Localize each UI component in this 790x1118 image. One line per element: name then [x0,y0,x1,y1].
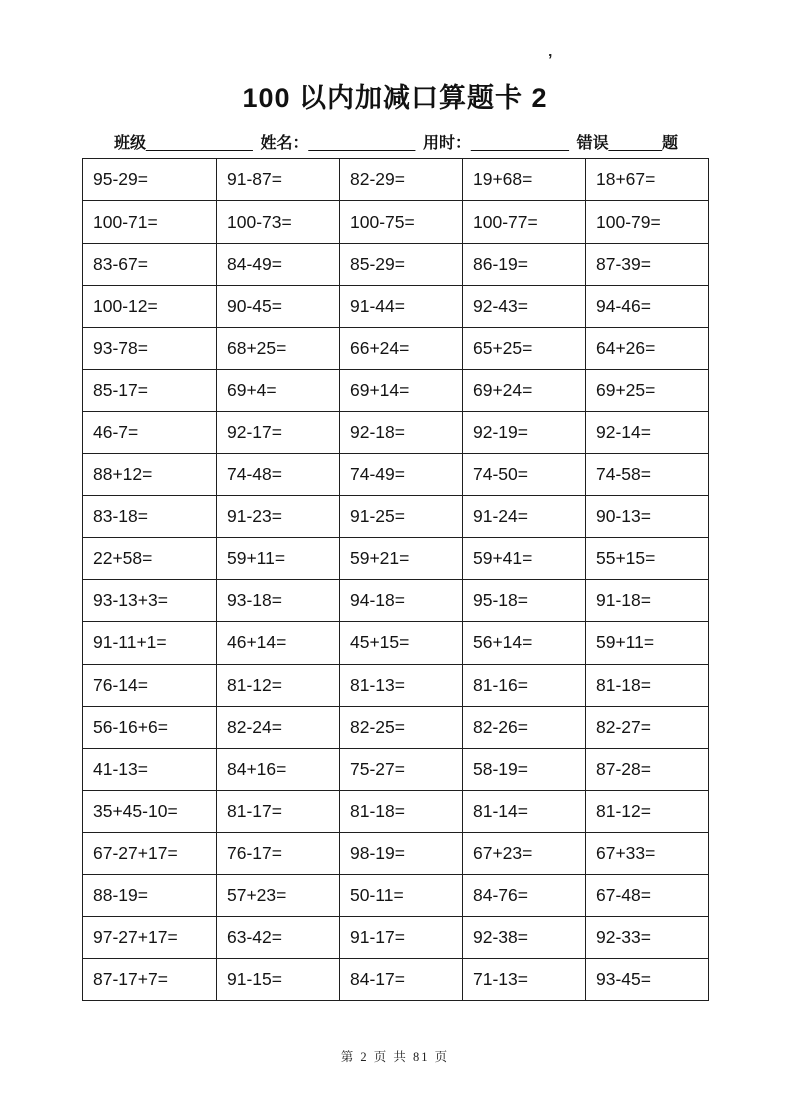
problem-cell: 95-29= [83,159,217,201]
error-field [577,130,678,153]
problem-cell: 100-12= [83,285,217,327]
problem-cell: 93-13+3= [83,580,217,622]
problem-cell: 81-13= [340,664,463,706]
problem-cell: 91-25= [340,496,463,538]
problem-cell: 85-17= [83,369,217,411]
problem-cell: 92-14= [586,411,709,453]
problem-cell: 69+4= [217,369,340,411]
problem-cell: 87-39= [586,243,709,285]
problem-cell: 86-19= [463,243,586,285]
problem-cell: 88-19= [83,874,217,916]
problem-cell: 83-18= [83,496,217,538]
problem-cell: 97-27+17= [83,917,217,959]
problems-table-body [83,159,709,1001]
problem-cell: 84-17= [340,959,463,1001]
problem-cell: 66+24= [340,327,463,369]
problem-cell: 75-27= [340,748,463,790]
table-row [83,748,709,790]
table-row [83,622,709,664]
problem-cell: 91-17= [340,917,463,959]
table-row [83,243,709,285]
problem-cell: 56+14= [463,622,586,664]
page-title: 100 以内加减口算题卡 2 [242,83,548,113]
problem-cell: 35+45-10= [83,790,217,832]
problem-cell: 69+25= [586,369,709,411]
table-row [83,790,709,832]
problem-cell: 56-16+6= [83,706,217,748]
problem-cell: 95-18= [463,580,586,622]
name-blank-line: ____________ [308,135,416,153]
problem-cell: 90-45= [217,285,340,327]
name-label: 姓名： [260,135,309,153]
problem-cell: 91-11+1= [83,622,217,664]
problem-cell: 63-42= [217,917,340,959]
class-label: 班级 [114,135,147,153]
class-blank-line: ____________ [146,135,253,153]
problem-cell: 92-33= [586,917,709,959]
problem-cell: 81-14= [463,790,586,832]
table-row [83,832,709,874]
problem-cell: 81-18= [586,664,709,706]
problem-cell: 59+11= [217,538,340,580]
problem-cell: 100-73= [217,201,340,243]
table-row [83,580,709,622]
problem-cell: 92-18= [340,411,463,453]
problem-cell: 71-13= [463,959,586,1001]
problem-cell: 69+14= [340,369,463,411]
problem-cell: 83-67= [83,243,217,285]
table-row [83,496,709,538]
problem-cell: 68+25= [217,327,340,369]
student-info-line [82,130,708,153]
error-unit-label: 题 [661,135,678,153]
problem-cell: 92-43= [463,285,586,327]
problem-cell: 94-18= [340,580,463,622]
table-row [83,201,709,243]
problem-cell: 67+33= [586,832,709,874]
problem-cell: 69+24= [463,369,586,411]
problem-cell: 91-23= [217,496,340,538]
problem-cell: 88+12= [83,454,217,496]
problem-cell: 82-29= [340,159,463,201]
problem-cell: 87-17+7= [83,959,217,1001]
problem-cell: 82-24= [217,706,340,748]
problem-cell: 81-16= [463,664,586,706]
problem-cell: 59+41= [463,538,586,580]
table-row [83,917,709,959]
page-footer: 第 2 页 共 81 页 [340,1050,450,1065]
table-row [83,285,709,327]
problem-cell: 55+15= [586,538,709,580]
problem-cell: 92-19= [463,411,586,453]
problem-cell: 91-87= [217,159,340,201]
problems-table [82,158,709,1001]
problem-cell: 67-48= [586,874,709,916]
problem-cell: 46+14= [217,622,340,664]
problem-cell: 67-27+17= [83,832,217,874]
problem-cell: 46-7= [83,411,217,453]
problem-cell: 65+25= [463,327,586,369]
table-row [83,664,709,706]
problem-cell: 93-45= [586,959,709,1001]
problem-cell: 19+68= [463,159,586,201]
problem-cell: 93-18= [217,580,340,622]
problem-cell: 64+26= [586,327,709,369]
name-field [260,130,415,153]
stray-apostrophe-mark: ’ [548,52,553,69]
problem-cell: 92-17= [217,411,340,453]
table-row [83,538,709,580]
problem-cell: 100-79= [586,201,709,243]
table-row [83,454,709,496]
problem-cell: 50-11= [340,874,463,916]
problem-cell: 81-18= [340,790,463,832]
problem-cell: 91-18= [586,580,709,622]
table-row [83,411,709,453]
problem-cell: 41-13= [83,748,217,790]
problem-cell: 22+58= [83,538,217,580]
problem-cell: 18+67= [586,159,709,201]
problem-cell: 84+16= [217,748,340,790]
problem-cell: 91-44= [340,285,463,327]
problem-cell: 98-19= [340,832,463,874]
problem-cell: 59+11= [586,622,709,664]
problem-cell: 91-24= [463,496,586,538]
problem-cell: 67+23= [463,832,586,874]
problem-cell: 90-13= [586,496,709,538]
problem-cell: 87-28= [586,748,709,790]
problem-cell: 82-25= [340,706,463,748]
problem-cell: 58-19= [463,748,586,790]
problem-cell: 91-15= [217,959,340,1001]
time-label: 用时： [422,135,471,153]
problem-cell: 100-77= [463,201,586,243]
problem-cell: 81-17= [217,790,340,832]
error-label: 错误 [576,135,609,153]
problem-cell: 85-29= [340,243,463,285]
time-field [423,130,569,153]
table-row [83,369,709,411]
problem-cell: 76-14= [83,664,217,706]
problem-cell: 45+15= [340,622,463,664]
problem-cell: 59+21= [340,538,463,580]
problem-cell: 74-58= [586,454,709,496]
table-row [83,874,709,916]
table-row [83,706,709,748]
problem-cell: 82-26= [463,706,586,748]
problem-cell: 84-49= [217,243,340,285]
class-field [114,130,253,153]
problem-cell: 76-17= [217,832,340,874]
table-row [83,327,709,369]
problem-cell: 93-78= [83,327,217,369]
error-blank-line: ______ [608,135,662,153]
problem-cell: 84-76= [463,874,586,916]
problem-cell: 81-12= [217,664,340,706]
problem-cell: 74-49= [340,454,463,496]
problem-cell: 92-38= [463,917,586,959]
problem-cell: 94-46= [586,285,709,327]
table-row [83,959,709,1001]
problem-cell: 82-27= [586,706,709,748]
problem-cell: 74-48= [217,454,340,496]
problem-cell: 81-12= [586,790,709,832]
problem-cell: 74-50= [463,454,586,496]
table-row [83,159,709,201]
time-blank-line: ___________ [470,135,569,153]
problem-cell: 100-71= [83,201,217,243]
problem-cell: 100-75= [340,201,463,243]
problem-cell: 57+23= [217,874,340,916]
